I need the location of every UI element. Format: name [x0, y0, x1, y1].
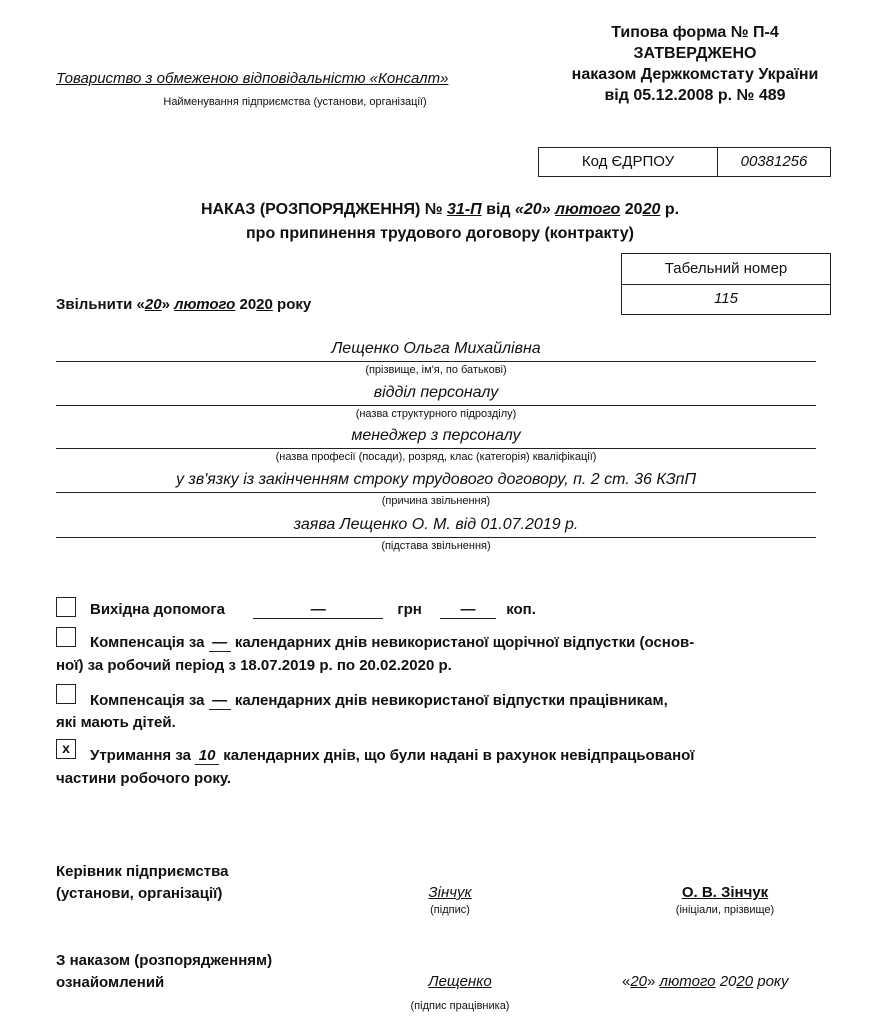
head-signature: Зінчук [428, 884, 472, 901]
dismiss-date: Звільнити «20» лютого 2020 року [56, 296, 312, 313]
severance-label: Вихідна допомога [90, 601, 226, 618]
deduction-checkbox[interactable]: x [56, 739, 76, 759]
order-subtitle: про припинення трудового договору (контракту) [246, 225, 634, 242]
compensation-annual-line1: Компенсація за — календарних днів невикористаної щорічної відпустки (основ- [90, 634, 695, 651]
order-day: «20» [515, 201, 551, 218]
compensation-children-line2: які мають дітей. [56, 714, 176, 731]
company-name: Товариство з обмеженою відповідальністю «Консалт» [56, 70, 449, 87]
order-from: від [486, 201, 511, 218]
order-title-prefix: НАКАЗ (РОЗПОРЯДЖЕННЯ) № [200, 201, 443, 218]
compensation-children-days: — [209, 692, 231, 710]
department: відділ персоналу [373, 384, 499, 401]
deduction-days: 10 [195, 747, 219, 765]
compensation-annual-line2: ної) за робочий період з 18.07.2019 р. по 20.02.2020 р. [56, 657, 452, 674]
severance-uah-value: — [253, 601, 383, 619]
dismiss-month: лютого [174, 296, 236, 313]
head-name-caption: (ініціали, прізвище) [675, 904, 775, 916]
severance-kop-label: коп. [506, 601, 536, 618]
deduction-line2: частини робочого року. [56, 770, 232, 787]
company-caption: Найменування підприємства (установи, організації) [163, 96, 427, 108]
dismissal-reason-caption: (причина звільнення) [381, 495, 491, 507]
department-caption: (назва структурного підрозділу) [355, 408, 517, 420]
order-month: лютого [555, 201, 621, 218]
employee-signature: Лещенко [428, 973, 492, 990]
dismissal-reason-line [56, 492, 816, 493]
tabel-value: 115 [714, 290, 738, 307]
position-caption: (назва професії (посади), розряд, клас (категорія) кваліфікації) [275, 451, 597, 463]
tabel-label: Табельний номер [664, 260, 788, 277]
employee-name-caption: (прізвище, ім'я, по батькові) [365, 364, 507, 376]
compensation-annual-days: — [209, 634, 231, 652]
head-signature-caption: (підпис) [430, 904, 470, 916]
edrpou-value: 00381256 [740, 153, 808, 170]
employee-name: Лещенко Ольга Михайлівна [331, 340, 541, 357]
deduction-line1: Утримання за 10 календарних днів, що були надані в рахунок невідпрацьованої [90, 747, 695, 764]
approved-by: наказом Держкомстату України [571, 66, 819, 83]
form-number: Типова форма № П-4 [611, 24, 779, 41]
order-year-end: р. [664, 201, 680, 218]
acknowledgement-date: «20» лютого 2020 року [622, 973, 789, 990]
position: менеджер з персоналу [351, 427, 521, 444]
tabel-box [621, 253, 831, 315]
order-number: 31-П [447, 201, 482, 218]
approved-date: від 05.12.2008 р. № 489 [604, 87, 786, 104]
order-year: 2020 [624, 201, 661, 218]
severance-uah-label: грн [397, 601, 422, 618]
department-line [56, 405, 816, 406]
edrpou-box [538, 147, 831, 177]
dismissal-basis-caption: (підстава звільнення) [381, 540, 491, 552]
severance-kop-value: — [440, 601, 496, 619]
compensation-children-line1: Компенсація за — календарних днів невикористаної відпустки працівникам, [90, 692, 668, 709]
compensation-annual-checkbox[interactable] [56, 627, 76, 647]
severance-row [90, 601, 650, 619]
dismiss-year: 2020 [239, 296, 273, 313]
compensation-children-checkbox[interactable] [56, 684, 76, 704]
severance-checkbox[interactable] [56, 597, 76, 617]
edrpou-label: Код ЄДРПОУ [581, 153, 675, 170]
acknowledgement-label: З наказом (розпорядженням) ознайомлений [56, 952, 273, 991]
head-label: Керівник підприємства (установи, організації) [56, 863, 229, 902]
dismissal-basis: заява Лещенко О. М. від 01.07.2019 р. [293, 516, 579, 533]
position-line [56, 448, 816, 449]
order-title [0, 201, 880, 219]
approved-label: ЗАТВЕРДЖЕНО [633, 45, 757, 62]
form-approval-block [560, 22, 830, 106]
dismissal-reason: у зв'язку із закінченням строку трудового договору, п. 2 ст. 36 КЗпП [175, 471, 697, 488]
employee-name-line [56, 361, 816, 362]
dismissal-basis-line [56, 537, 816, 538]
head-name: О. В. Зінчук [681, 884, 769, 901]
tabel-divider [622, 284, 830, 285]
employee-signature-caption: (підпис працівника) [410, 1000, 510, 1012]
dismiss-day: 20 [144, 296, 162, 313]
